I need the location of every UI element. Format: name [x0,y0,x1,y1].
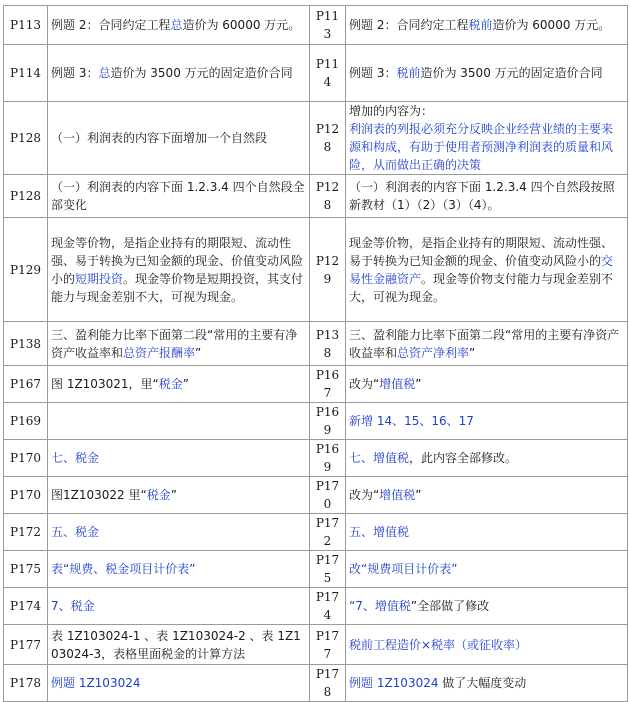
cell-text: 造价为 60000 万元。 [182,18,301,32]
highlighted-text: 表“规费、税金项目计价表” [51,562,196,576]
highlighted-text: 新增 14、15、16、17 [349,414,474,428]
table-row [4,665,628,702]
highlighted-text: 利润表的列报必须充分反映企业经营业绩的主要来源和构成，有助于使用者预测净利润表的质量和风险，从而做出正确的决策 [349,122,614,172]
right-page-cell: P169 [310,440,346,477]
table-row [4,403,628,440]
cell-text: 改为“ [349,377,380,391]
left-page-cell: P178 [4,665,48,702]
left-content-cell [48,625,310,665]
right-content-cell [346,175,628,218]
highlighted-text: 五、税金 [51,525,100,539]
table-row [4,440,628,477]
left-page-cell: P138 [4,322,48,366]
right-content-cell [346,665,628,702]
left-content-cell [48,218,310,322]
cell-text: 三、盈利能力比率下面第二段“常用的主要有净资产收益率和 [349,327,620,360]
right-page-cell: P169 [310,403,346,440]
right-content-cell [346,218,628,322]
right-content-cell [346,102,628,175]
cell-text: 造价为 3500 万元的固定造价合同 [110,66,293,80]
left-page-cell: P128 [4,175,48,218]
cell-text: ” [195,345,202,360]
left-page-cell: P170 [4,440,48,477]
table-row [4,625,628,665]
cell-text: 图 1Z103021，里“ [51,377,159,391]
cell-text: ” [170,488,177,502]
highlighted-text: 增值税 [379,488,416,502]
highlighted-text: 七、税金 [51,451,100,465]
left-page-cell: P172 [4,514,48,551]
cell-text: （一）利润表的内容下面 1.2.3.4 四个自然段全部变化 [51,180,305,212]
right-page-cell: P138 [310,322,346,366]
cell-text: （一）利润表的内容下面增加一个自然段 [51,131,268,145]
cell-text: ，此内容全部修改。 [409,451,518,465]
cell-text: 例题 2：合同约定工程 [349,18,469,32]
right-content-cell [346,440,628,477]
left-content-cell [48,440,310,477]
cell-text: 造价为 3500 万元的固定造价合同 [420,66,603,80]
highlighted-text: 例题 1Z103024 [349,676,439,690]
table-row [4,366,628,403]
right-page-cell: P170 [310,477,346,514]
left-content-cell [48,403,310,440]
left-content-cell [48,514,310,551]
highlighted-text: 税前 [468,18,493,32]
right-page-cell: P167 [310,366,346,403]
left-page-cell: P169 [4,403,48,440]
right-page-cell: P114 [310,45,346,102]
table-row [4,6,628,45]
table-row [4,102,628,175]
left-page-cell: P114 [4,45,48,102]
cell-text: 造价为 60000 万元。 [492,18,611,32]
cell-text: 例题 2：合同约定工程 [51,18,171,32]
highlighted-text: 例题 1Z103024 [51,676,141,690]
right-page-cell: P128 [310,175,346,218]
highlighted-text: “7、增值税 [349,599,411,613]
highlighted-text: 五、增值税 [349,525,410,539]
left-content-cell [48,588,310,625]
left-page-cell: P170 [4,477,48,514]
cell-text: 。现金等价物支付能力与现金差别不大，可视为现金。 [349,271,614,304]
right-content-cell [346,625,628,665]
cell-text: ” [182,377,189,391]
highlighted-text: 总资产净利率 [397,345,470,360]
errata-body [4,6,628,702]
right-page-cell: P175 [310,551,346,588]
highlighted-text: 总资产报酬率 [123,345,196,360]
table-row [4,551,628,588]
table-row [4,322,628,366]
cell-text: 现金等价物，是指企业持有的期限短、流动性强、易于转换为已知金额的现金、价值变动风险小的 [349,235,614,268]
cell-text: 做了大幅度变动 [438,676,527,690]
right-page-cell: P172 [310,514,346,551]
right-content-cell [346,45,628,102]
cell-text: （一）利润表的内容下面 1.2.3.4 四个自然段按照新教材（1）（2）（3）（4）。 [349,180,615,212]
highlighted-text: 总 [98,66,111,80]
right-content-cell [346,6,628,45]
table-row [4,514,628,551]
right-page-cell: P178 [310,665,346,702]
cell-text: ” [415,488,422,502]
right-content-cell [346,477,628,514]
left-page-cell: P113 [4,6,48,45]
cell-text: 例题 3： [349,66,397,80]
right-page-cell: P177 [310,625,346,665]
left-content-cell [48,665,310,702]
highlighted-text: 短期投资 [75,271,124,286]
cell-lead-text: 增加的内容为： [349,104,434,118]
left-page-cell: P174 [4,588,48,625]
cell-text: ” [469,345,476,360]
left-page-cell: P167 [4,366,48,403]
highlighted-text: 税前工程造价×税率（或征收率） [349,637,528,652]
table-row [4,175,628,218]
highlighted-text: 税金 [158,377,183,391]
left-content-cell [48,322,310,366]
cell-text: 图1Z103022 里“ [51,488,147,502]
cell-text: ”全部做了修改 [410,599,490,613]
left-content-cell [48,102,310,175]
right-page-cell: P129 [310,218,346,322]
highlighted-text: 七、增值税 [349,451,410,465]
right-content-cell [346,551,628,588]
left-page-cell: P175 [4,551,48,588]
errata-table [3,5,628,702]
highlighted-text: 税金 [146,488,171,502]
table-row [4,45,628,102]
left-page-cell: P177 [4,625,48,665]
cell-text: 现金等价物，是指企业持有的期限短、流动性强、易于转换为已知金额的现金、价值变动风险小的 [51,235,304,286]
highlighted-text: 7、税金 [51,599,95,613]
cell-text: ” [415,377,422,391]
right-content-cell [346,588,628,625]
right-content-cell [346,514,628,551]
left-page-cell: P129 [4,218,48,322]
cell-text: 三、盈利能力比率下面第二段“常用的主要有净资产收益率和 [51,327,298,360]
highlighted-text: 总 [170,18,183,32]
left-content-cell [48,45,310,102]
right-page-cell: P174 [310,588,346,625]
cell-text: 例题 3： [51,66,99,80]
right-content-cell [346,366,628,403]
cell-text: 。现金等价物是短期投资，其支付能力与现金差别不大，可视为现金。 [51,271,304,304]
highlighted-text: 增值税 [379,377,416,391]
right-content-cell [346,403,628,440]
highlighted-text: 改“规费项目计价表” [349,562,458,576]
left-content-cell [48,551,310,588]
left-content-cell [48,6,310,45]
highlighted-text: 税前 [396,66,421,80]
cell-text: 表 1Z103024-1 、表 1Z103024-2 、表 1Z103024-3，表格里面税金的计算方法 [51,628,301,661]
left-content-cell [48,175,310,218]
right-page-cell: P113 [310,6,346,45]
highlighted-text: 交易性金融资产 [349,253,614,286]
right-content-cell [346,322,628,366]
table-row [4,477,628,514]
table-row [4,588,628,625]
right-page-cell: P128 [310,102,346,175]
left-content-cell [48,366,310,403]
table-row [4,218,628,322]
cell-text: 改为“ [349,488,380,502]
left-page-cell: P128 [4,102,48,175]
left-content-cell [48,477,310,514]
